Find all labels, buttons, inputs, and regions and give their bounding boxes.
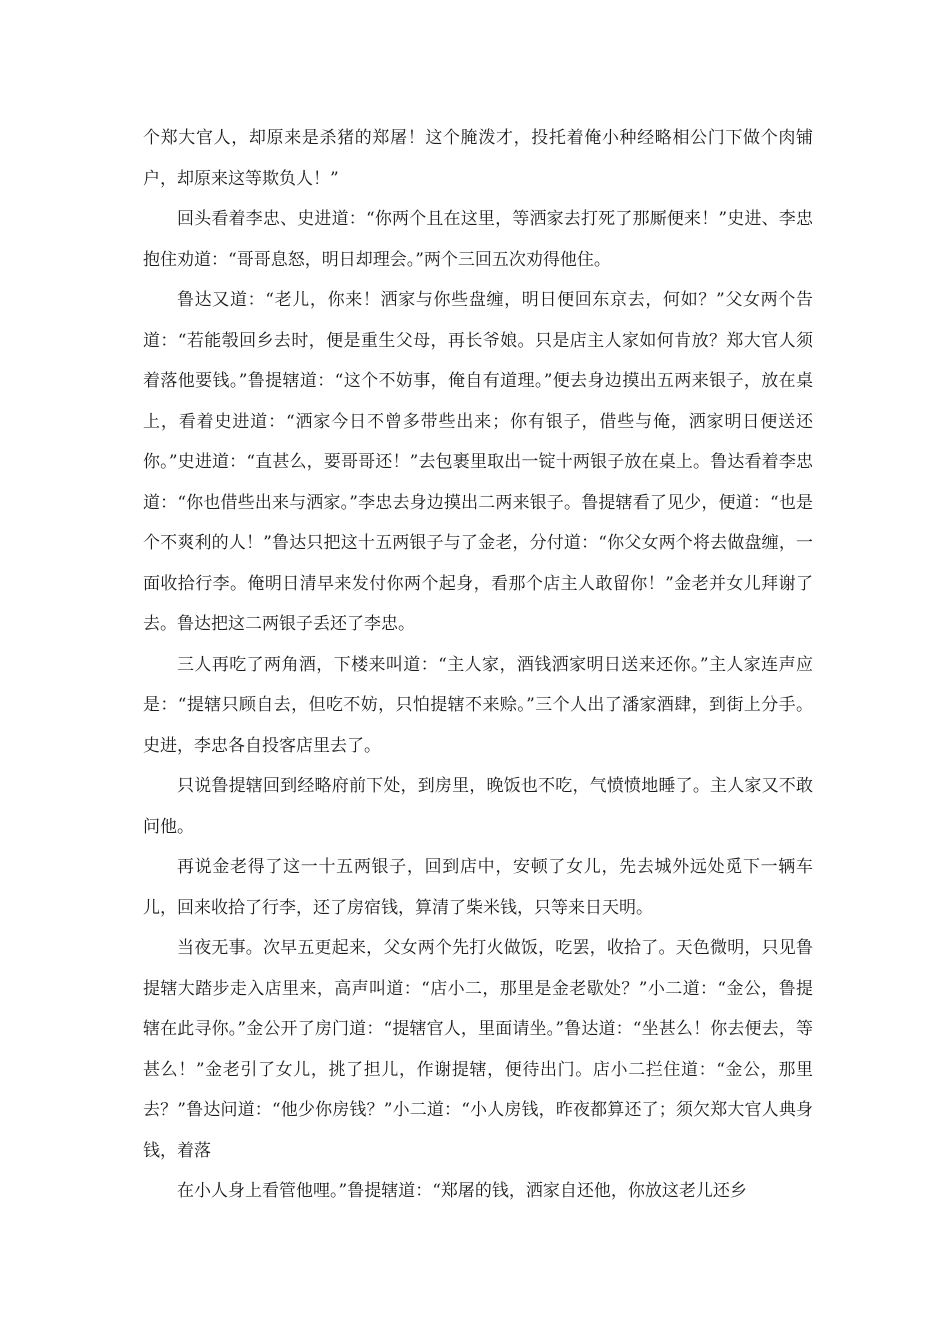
paragraph-8: 在小人身上看管他哩。”鲁提辖道：“郑屠的钱，洒家自还他，你放这老儿还乡 <box>177 1181 747 1201</box>
paragraph-6: 再说金老得了这一十五两银子，回到店中，安顿了女儿，先去城外远处觅下一辆车儿，回来收拾了行李，还了房宿钱，算清了柴米钱，只等来日天明。 <box>143 857 813 918</box>
paragraph-7: 当夜无事。次早五更起来，父女两个先打火做饭，吃罢，收拾了。天色微明，只见鲁提辖大踏步走入店里来，高声叫道：“店小二，那里是金老歇处？”小二道：“金公，鲁提辖在此寻你。”金公开了房门道：“提辖官人，里面请坐。”鲁达道：“坐甚么！你去便去，等甚么！”金老引了女儿，挑了担儿，作谢提辖，便待出门。店小二拦住道：“金公，那里去？”鲁达问道：“他少你房钱？”小二道：“小人房钱，昨夜都算还了；须欠郑大官人典身钱，着落 <box>143 938 813 1161</box>
paragraph-1: 个郑大官人，却原来是杀猪的郑屠！这个腌泼才，投托着俺小种经略相公门下做个肉铺户，却原来这等欺负人！” <box>143 128 813 189</box>
paragraph-5: 只说鲁提辖回到经略府前下处，到房里，晚饭也不吃，气愤愤地睡了。主人家又不敢问他。 <box>143 776 813 837</box>
paragraph-4: 三人再吃了两角酒，下楼来叫道：“主人家，酒钱洒家明日送来还你。”主人家连声应是：“提辖只顾自去，但吃不妨，只怕提辖不来赊。”三个人出了潘家酒肆，到街上分手。史进，李忠各自投客店里去了。 <box>143 654 813 756</box>
paragraph-2: 回头看着李忠、史进道：“你两个且在这里，等洒家去打死了那厮便来！”史进、李忠抱住劝道：“哥哥息怒，明日却理会。”两个三回五次劝得他住。 <box>143 209 813 270</box>
document-body <box>143 118 813 1212</box>
paragraph-3: 鲁达又道：“老儿，你来！洒家与你些盘缠，明日便回东京去，何如？”父女两个告道：“若能彀回乡去时，便是重生父母，再长爷娘。只是店主人家如何肯放？郑大官人须着落他要钱。”鲁提辖道：“这个不妨事，俺自有道理。”便去身边摸出五两来银子，放在桌上，看着史进道：“洒家今日不曾多带些出来；你有银子，借些与俺，洒家明日便送还你。”史进道：“直甚么，要哥哥还！”去包裹里取出一锭十两银子放在桌上。鲁达看着李忠道：“你也借些出来与洒家。”李忠去身边摸出二两来银子。鲁提辖看了见少，便道：“也是个不爽利的人！”鲁达只把这十五两银子与了金老，分付道：“你父女两个将去做盘缠，一面收拾行李。俺明日清早来发付你两个起身，看那个店主人敢留你！”金老并女儿拜谢了去。鲁达把这二两银子丢还了李忠。 <box>143 290 813 634</box>
